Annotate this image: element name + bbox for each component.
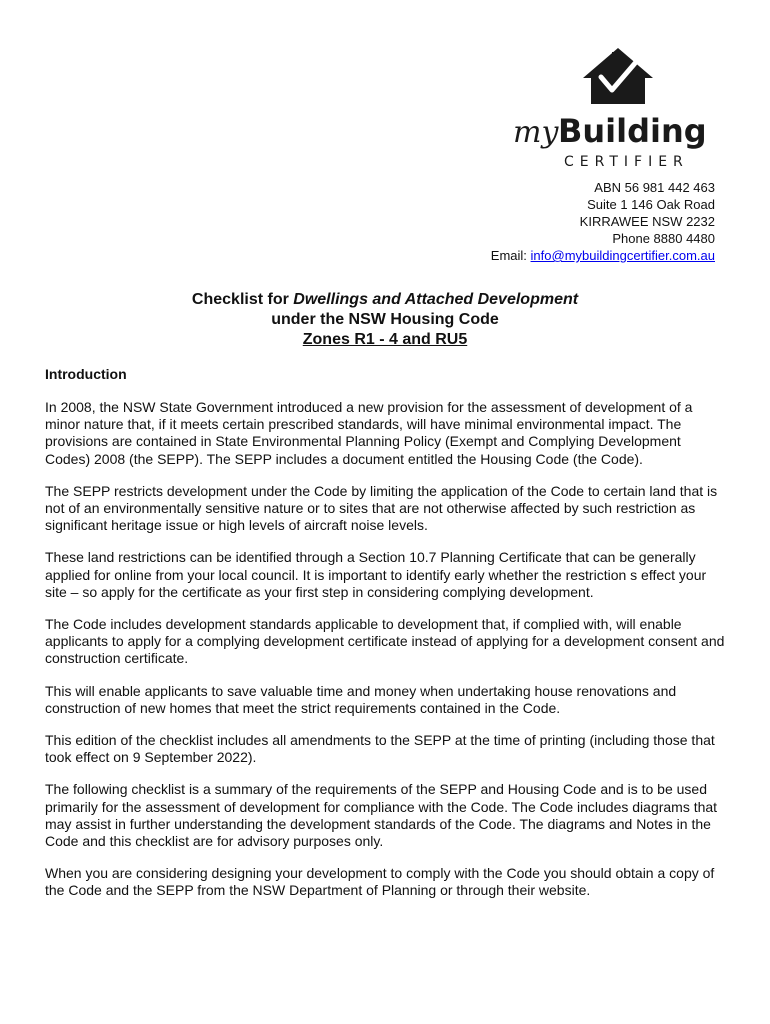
intro-paragraph: The following checklist is a summary of the requirements of the SEPP and Housing Code and is to be used primarily for the assessment of development for compliance with the Code. The Code includes diagrams that may assist in further understanding the development standards of the Code. The diagrams and Notes in the Code and this checklist are for advisory purposes only. — [45, 781, 718, 850]
company-address-block — [491, 179, 715, 264]
introduction-section — [45, 366, 725, 915]
street-text: Suite 1 146 Oak Road — [587, 197, 715, 212]
intro-paragraph: These land restrictions can be identified through a Section 10.7 Planning Certificate that can be generally applied for online from your local council. It is important to identify early whether the restriction s effect your site – so apply for the certificate as your first step in considering complying development. — [45, 549, 707, 600]
email-line — [491, 247, 715, 264]
intro-paragraph: When you are considering designing your development to comply with the Code you should obtain a copy of the Code and the SEPP from the NSW Department of Planning or through their website. — [45, 865, 715, 899]
introduction-heading: Introduction — [45, 366, 127, 382]
logo-word-building: Building — [558, 112, 707, 150]
email-link[interactable]: info@mybuildingcertifier.com.au — [530, 248, 715, 263]
document-title — [0, 290, 770, 350]
logo-word-certifier: CERTIFIER — [564, 154, 689, 170]
title-line-1 — [0, 290, 770, 310]
company-logo — [508, 44, 728, 174]
phone-text: Phone 8880 4480 — [612, 231, 715, 246]
title-line-2: under the NSW Housing Code — [271, 311, 499, 328]
intro-paragraph: This will enable applicants to save valuable time and money when undertaking house renovations and construction of new homes that meet the strict requirements contained in the Code. — [45, 682, 677, 716]
email-label: Email: — [490, 248, 527, 263]
intro-paragraph: The Code includes development standards applicable to development that, if complied with, will enable applicants to apply for a complying development certificate instead of applying for a development consent and construction certificate. — [45, 616, 725, 667]
title-prefix: Checklist for — [191, 291, 294, 308]
intro-paragraph: In 2008, the NSW State Government introduced a new provision for the assessment of development of a minor nature that, if it meets certain prescribed standards, will have minimal environmental impact. The provisions are contained in State Environmental Planning Policy (Exempt and Complying Development Codes) 2008 (the SEPP). The SEPP includes a document entitled the Housing Code (the Code). — [45, 399, 693, 467]
intro-paragraph: This edition of the checklist includes all amendments to the SEPP at the time of printing (including those that took effect on 9 September 2022). — [45, 732, 715, 766]
title-italic: Dwellings and Attached Development — [293, 291, 579, 308]
abn-text: ABN 56 981 442 463 — [594, 180, 715, 195]
house-check-icon — [583, 48, 653, 104]
intro-paragraph: The SEPP restricts development under the Code by limiting the application of the Code to certain land that is not of an environmentally sensitive nature or to sites that are not otherwise affected by such restriction as significant heritage issue or high levels of aircraft noise levels. — [45, 482, 718, 534]
logo-word-my: my — [513, 115, 559, 150]
suburb-text: KIRRAWEE NSW 2232 — [579, 214, 715, 229]
title-line-3 — [0, 330, 770, 350]
title-zones: Zones R1 - 4 and RU5 — [302, 331, 468, 348]
